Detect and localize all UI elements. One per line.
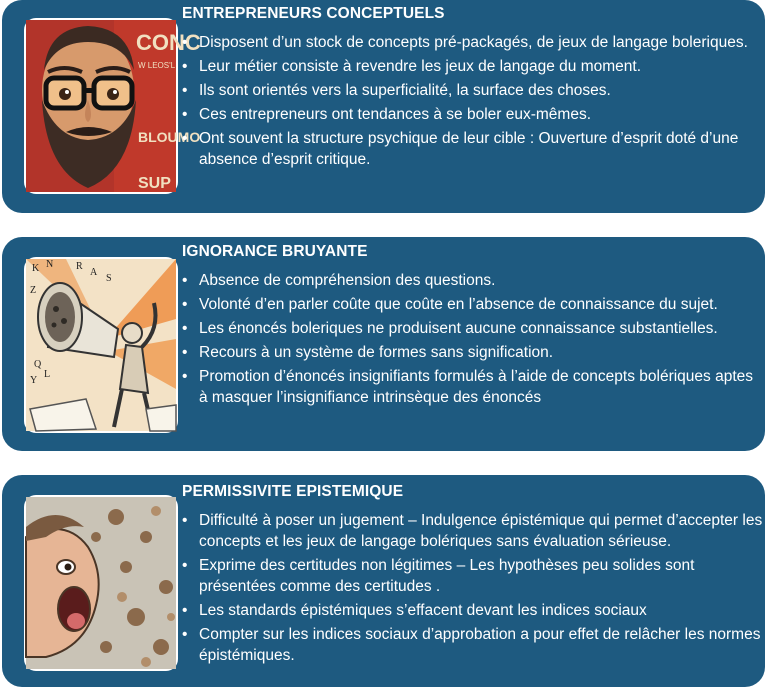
list-item: • Ils sont orientés vers la superficialité, la surface des choses. bbox=[180, 80, 764, 101]
section-title: IGNORANCE BRUYANTE bbox=[182, 243, 368, 260]
bullet-list bbox=[180, 510, 764, 669]
list-item: • Les standards épistémiques s’effacent devant les indices sociaux bbox=[180, 600, 764, 621]
poster-text-3: BLOUMO bbox=[138, 129, 201, 145]
list-item: • Ces entrepreneurs ont tendances à se boler eux-mêmes. bbox=[180, 104, 764, 125]
bullet-list bbox=[180, 270, 764, 411]
bullet-list bbox=[180, 32, 764, 173]
svg-text:L: L bbox=[44, 369, 51, 380]
section-card-ignorance bbox=[2, 237, 765, 451]
svg-text:R: R bbox=[76, 261, 83, 272]
svg-text:A: A bbox=[90, 267, 98, 278]
list-item: • Difficulté à poser un jugement – Indulgence épistémique qui permet d’accepter les concepts et les jeux de langage bolériques sans évaluation sérieuse. bbox=[180, 510, 764, 552]
poster-text-1: CONC bbox=[136, 30, 201, 55]
svg-text:Z: Z bbox=[30, 285, 37, 296]
list-item: • Disposent d’un stock de concepts pré-packagés, de jeux de langage boleriques. bbox=[180, 32, 764, 53]
section-title: PERMISSIVITE EPISTEMIQUE bbox=[182, 483, 404, 500]
list-item: • Exprime des certitudes non légitimes – Les hypothèses peu solides sont présentées comme des certitudes . bbox=[180, 555, 764, 597]
list-item: • Les énoncés boleriques ne produisent aucune connaissance substantielles. bbox=[180, 318, 764, 339]
poster-text-2: W LEOS'L bbox=[138, 61, 176, 70]
list-item: • Leur métier consiste à revendre les jeux de langage du moment. bbox=[180, 56, 764, 77]
section-title: ENTREPRENEURS CONCEPTUELS bbox=[182, 5, 445, 22]
svg-text:Y: Y bbox=[30, 375, 38, 386]
svg-text:Q: Q bbox=[34, 359, 42, 370]
section-card-permissivite bbox=[2, 475, 765, 687]
list-item: • Promotion d’énoncés insignifiants formulés à l’aide de concepts bolériques aptes à masquer l’insignifiance intrinsèque des énoncés bbox=[180, 366, 764, 408]
list-item: • Compter sur les indices sociaux d’approbation a pour effet de relâcher les normes épistémiques. bbox=[180, 624, 764, 666]
svg-text:S: S bbox=[106, 273, 112, 284]
screaming-man-illustration bbox=[24, 495, 178, 671]
svg-text:K: K bbox=[32, 263, 40, 274]
list-item: • Recours à un système de formes sans signification. bbox=[180, 342, 764, 363]
poster-text-4: SUP bbox=[138, 175, 171, 192]
list-item: • Ont souvent la structure psychique de leur cible : Ouverture d’esprit doté d’une absence d’esprit critique. bbox=[180, 128, 764, 170]
list-item: • Volonté d’en parler coûte que coûte en l’absence de connaissance du sujet. bbox=[180, 294, 764, 315]
svg-text:N: N bbox=[46, 259, 54, 270]
list-item: • Absence de compréhension des questions. bbox=[180, 270, 764, 291]
section-card-entrepreneurs bbox=[2, 0, 765, 213]
bearded-man-glasses-illustration bbox=[24, 18, 201, 194]
megaphone-illustration bbox=[24, 257, 178, 433]
